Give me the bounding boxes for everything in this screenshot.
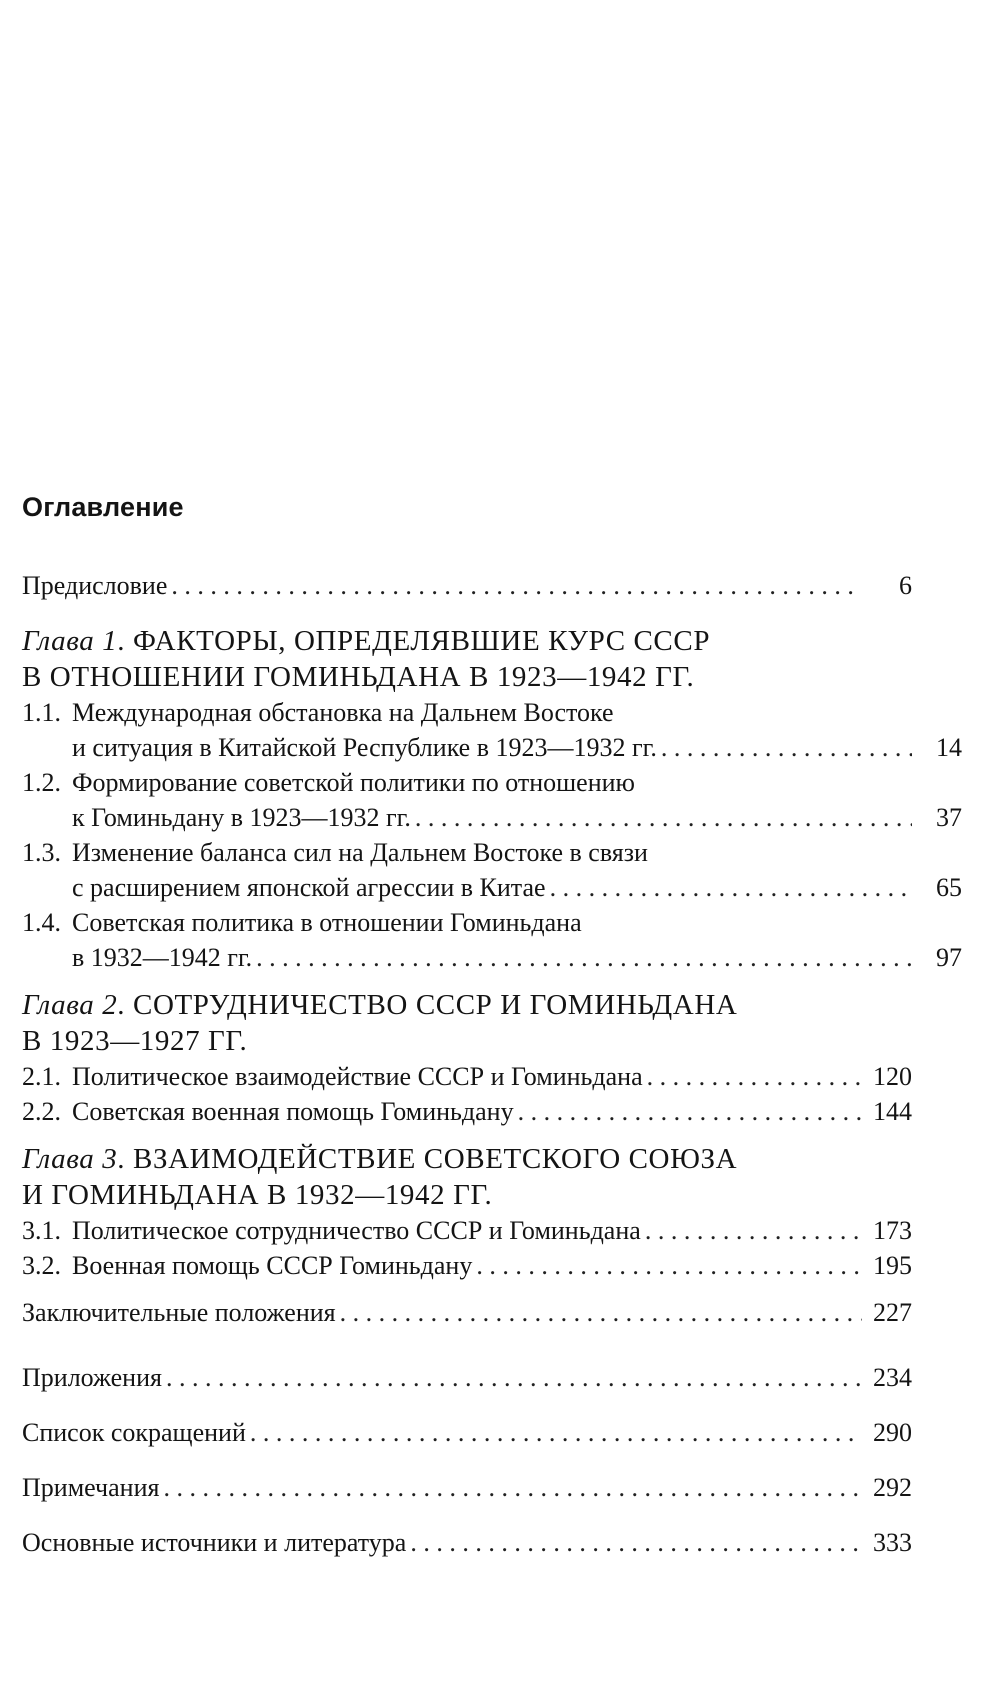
toc-entry-page: 290 — [873, 1418, 912, 1447]
toc-section-2-1[interactable] — [22, 1059, 912, 1094]
section-number: 1.3. — [22, 838, 61, 867]
toc-section-2-2[interactable] — [22, 1094, 912, 1129]
section-number: 2.1. — [22, 1062, 61, 1091]
chapter-label: Глава 1 — [22, 625, 118, 657]
toc-entry-label: Список сокращений — [22, 1418, 246, 1447]
toc-section-1-2[interactable] — [22, 765, 962, 835]
toc-entry-appendices[interactable] — [22, 1360, 912, 1395]
section-title-line2: в 1932—1942 гг. — [72, 943, 253, 972]
dot-leader — [415, 800, 912, 835]
dot-leader — [250, 1415, 862, 1450]
toc-entry-preface[interactable] — [22, 568, 912, 603]
book-page — [22, 0, 962, 1704]
chapter-2-heading[interactable] — [22, 987, 912, 1059]
toc-entry-label: Примечания — [22, 1473, 160, 1502]
section-title: Советская военная помощь Гоминьдану — [72, 1097, 514, 1126]
chapter-3-heading[interactable] — [22, 1141, 912, 1213]
section-title-line2: и ситуация в Китайской Республике в 1923—1932 гг. — [72, 733, 657, 762]
dot-leader — [645, 1213, 862, 1248]
toc-entry-page: 234 — [873, 1363, 912, 1392]
section-title: Военная помощь СССР Гоминьдану — [72, 1251, 473, 1280]
dot-leader — [340, 1295, 862, 1330]
toc-entry-page: 97 — [936, 943, 962, 972]
section-number: 1.4. — [22, 908, 61, 937]
toc-entry-notes[interactable] — [22, 1470, 912, 1505]
dot-leader — [166, 1360, 862, 1395]
dot-leader — [410, 1525, 862, 1560]
toc-entry-page: 120 — [873, 1062, 912, 1091]
chapter-title-line1: . СОТРУДНИЧЕСТВО СССР И ГОМИНЬДАНА — [117, 989, 738, 1021]
dot-leader — [550, 870, 912, 905]
toc-section-1-1[interactable] — [22, 695, 962, 765]
toc-entry-page: 65 — [936, 873, 962, 902]
toc-entry-label: Приложения — [22, 1363, 162, 1392]
toc-entry-label: Заключительные положения — [22, 1298, 336, 1327]
dot-leader — [661, 730, 912, 765]
toc-entry-page: 333 — [873, 1528, 912, 1557]
dot-leader — [647, 1059, 862, 1094]
section-number: 3.2. — [22, 1251, 61, 1280]
toc-section-1-4[interactable] — [22, 905, 962, 975]
toc-entry-page: 173 — [873, 1216, 912, 1245]
dot-leader — [171, 568, 862, 603]
toc-entry-label: Основные источники и литература — [22, 1528, 407, 1557]
chapter-title-line1: . ВЗАИМОДЕЙСТВИЕ СОВЕТСКОГО СОЮЗА — [117, 1143, 738, 1175]
toc-entry-page: 14 — [936, 733, 962, 762]
chapter-title-line2: И ГОМИНЬДАНА В 1932—1942 ГГ. — [22, 1179, 493, 1211]
toc-entry-page: 37 — [936, 803, 962, 832]
toc-entry-sources[interactable] — [22, 1525, 912, 1560]
section-number: 1.2. — [22, 768, 61, 797]
section-title-line2: с расширением японской агрессии в Китае — [72, 873, 546, 902]
dot-leader — [518, 1094, 862, 1129]
toc-section-3-2[interactable] — [22, 1248, 912, 1283]
dot-leader — [476, 1248, 862, 1283]
section-title-line1: Советская политика в отношении Гоминьдана — [72, 908, 582, 937]
dot-leader — [256, 940, 912, 975]
section-number: 2.2. — [22, 1097, 61, 1126]
toc-entry-conclusions[interactable] — [22, 1295, 912, 1330]
chapter-label: Глава 2 — [22, 989, 118, 1021]
chapter-label: Глава 3 — [22, 1143, 118, 1175]
chapter-title-line2: В 1923—1927 ГГ. — [22, 1025, 248, 1057]
toc-entry-page: 144 — [873, 1097, 912, 1126]
toc-entry-abbreviations[interactable] — [22, 1415, 912, 1450]
section-title-line1: Международная обстановка на Дальнем Востоке — [72, 698, 614, 727]
toc-section-3-1[interactable] — [22, 1213, 912, 1248]
chapter-1-heading[interactable] — [22, 623, 912, 695]
section-number: 3.1. — [22, 1216, 61, 1245]
toc-title: Оглавление — [22, 492, 184, 522]
section-title-line1: Формирование советской политики по отношению — [72, 768, 635, 797]
toc-entry-page: 292 — [873, 1473, 912, 1502]
section-title-line2: к Гоминьдану в 1923—1932 гг. — [72, 803, 411, 832]
toc-entry-page: 227 — [873, 1298, 912, 1327]
section-title: Политическое взаимодействие СССР и Гоминьдана — [72, 1062, 643, 1091]
chapter-title-line1: . ФАКТОРЫ, ОПРЕДЕЛЯВШИЕ КУРС СССР — [117, 625, 711, 657]
toc-entry-page: 6 — [899, 571, 912, 600]
chapter-title-line2: В ОТНОШЕНИИ ГОМИНЬДАНА В 1923—1942 ГГ. — [22, 661, 695, 693]
section-title-line1: Изменение баланса сил на Дальнем Востоке в связи — [72, 838, 648, 867]
dot-leader — [163, 1470, 862, 1505]
section-number: 1.1. — [22, 698, 61, 727]
section-title: Политическое сотрудничество СССР и Гоминьдана — [72, 1216, 641, 1245]
toc-entry-label: Предисловие — [22, 571, 168, 600]
table-of-contents — [22, 568, 962, 1560]
toc-entry-page: 195 — [873, 1251, 912, 1280]
toc-section-1-3[interactable] — [22, 835, 962, 905]
